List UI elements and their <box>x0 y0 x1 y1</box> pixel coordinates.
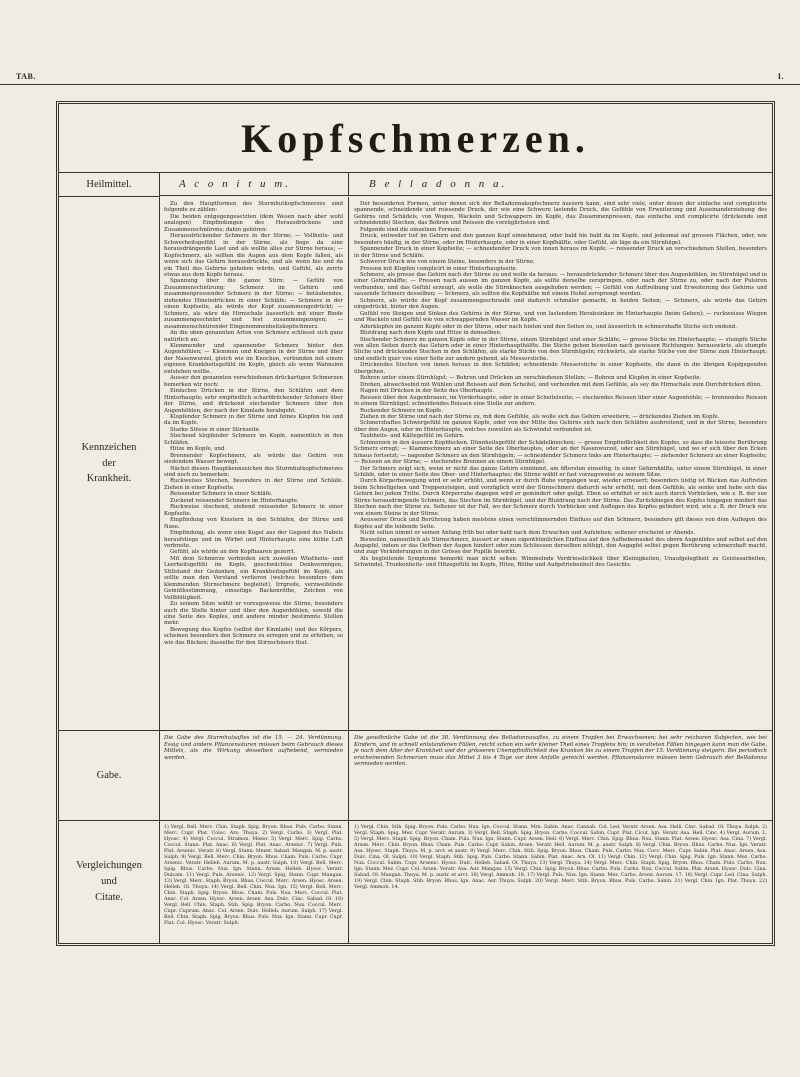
paragraph: Gefühl von Steigen und Sinken des Gehirns in der Stirne, und von lastendem Herabsinken im Hinterhaupte (beim Gehen); — ruckweises Wiegen und Wackeln und Gefühl wie von schwappernden Wasser im Kopfe. <box>354 310 767 324</box>
paragraph: Schmerzen in den äussern Kopfdecken. Dünnheitsgefühl der Schädelknochen; — grosse Empfindlichkeit des Kopfes, so dass die leiseste Berührung Schmerz erregt; — Klammschmerz an einer Seite des Oberhauptes, oder an der Nasenwurzel, oder am Stirnhügel, und wo er sich über den Ecken hinaus fortsetzt; — nagender Schmerz an den Stirnhügeln; — schneidender Schmerz links am Hinterhaupte; — ziehender Schmerz an einer Kopfseite; — Reissen an der Stirne; — stechendes Brennen an einem Stirnhügel. <box>354 439 767 466</box>
paragraph: Zu den Hauptformen des Sturmhutkopfschmerzes sind folgende zu zählen: <box>164 201 343 214</box>
column-header-remedy: Heilmittel. <box>59 172 160 197</box>
paragraph: Blutdrang nach dem Kopfe und Hitze in demselben. <box>360 330 502 337</box>
paragraph: Der Schmerz zeigt sich, wenn er nicht das ganze Gehirn einnimmt, am öftersten einseitig, in einer Gehirnhälfte, unter einem Stirnhügel, in einer Schläfe, oder in einer Seite des Ober- und Hinterhauptes; die Stirne wählt er fast vorzugsweise zu seinem Sitze. <box>354 465 767 479</box>
row-label-gabe: Gabe. <box>59 731 160 820</box>
paragraph: Empfindung von Knistern in den Schläfen, der Stirne und Nase. <box>164 517 343 530</box>
paragraph: Nächst diesen Hauptkennzeichen des Sturmhutkopfschmerzes sind noch zu bemerken: <box>164 465 343 479</box>
paragraph: Reissender Schmerz in einer Schläfe. <box>170 491 273 498</box>
aconitum-references: 1) Vergl. Bell. Merc. Chin. Staph. Spig. Bryon. Rhus. Puls. Carbo. Stann. Merc. Cupr. Plat. Coloc. Ars. Thuya. 2) Vergl. Carbo. 3) Vergl. Plat. Hyosc. 4) Vergl. Coccul. Stramon. Mezer. 5) Vergl. Merc. Spig. Carbo. Coccul. Stann. Plat. Anac. 6) Vergl. Plat. Anac. Arsenic. 7) Vergl. Puls. Plat. Arsenic. Veratr. 8) Vergl. Stann. Mezer. Sabad. Mangan. M. p. austr. Sulph. 9) Vergl. Bell. Merc. Chin. Bryon. Rhus. Cham. Puls. Carbo. Cupr. Arsenic. Veratr. Helleb. Aurum. M. p. austr. Sulph. 10) Vergl. Bell. Merc. Spig. Rhus. Carbo. Nux. Ign. Stann. Arsen. Helleb. Hyosc. Veratr. Dulcam. 11) Vergl. Puls. Arsenic. 12) Vergl. Spig. Stann. Cupr. Mangan. 13) Vergl. Merc. Staph. Bryon. Rhus. Coccul. Merc. Arsen. Hyosc. Arsen. Helleb. Ol. Thuya. 14) Vergl. Bell. Chin. Nux. Ign. 15) Vergl. Bell. Merc. Chin. Staph. Spig. Bryon. Rhus. Cham. Puls. Nux. Merc. Coccul. Plat. Anac. Col. Arsen. Hyosc. Arsen. Arsen. Asa. Dulc. Cinc. Sabad. Ol. 16) Vergl. Bell. Chin. Staph. Stib. Spig. Bryon. Carbo. Nux. Coccul. Merc. Cupr. Cuprum. Anac. Col. Arsen. Dulc. Helleb. Aurum. Sulph. 17) Vergl. Bell. Chin. Staph. Spig. Bryon. Rhus. Puls. Nux. Ign. Stann. Cupr. Cupr. Plat. Col. Hyosc. Veratr. Sulph. <box>159 821 349 943</box>
paragraph: Taubheits- und Kältegefühl im Gehirn. <box>360 433 465 440</box>
page-number: I. <box>777 72 784 81</box>
paragraph: Die beiden entgegengesetzten (dem Wesen nach aber wohl analogen) Empfindungen des Herausdrückens und Zusammenschnürens; dahin gehören: <box>164 213 343 233</box>
paragraph: Pressen mit Klopfen complicirt in einer Hinterhauptseite. <box>360 265 518 272</box>
tab-label: TAB. <box>16 72 36 81</box>
row-citate <box>59 821 772 943</box>
paragraph: Drückendes Stechen von innen heraus in den Schläfen; schneidende Messerstiche in einer Kopfseite, die dann in die übrigen Kopfgegenden übergehen. <box>354 362 767 375</box>
paragraph: Drehen, abwechselnd mit Wühlen und Reissen auf dem Scheitel, und verbunden mit dem Gefühle, als sey die Hirnschale zum Durchdrücken dünn. <box>360 381 763 388</box>
paragraph: Ziehen in der Stirne und nach der Stirne zu, mit dem Gefühle, als wolle sich das Gehirn erweitern; — drückendes Ziehen im Kopfe. <box>360 413 720 420</box>
paragraph: Nagen mit Drücken in der Seite des Oberhaupts. <box>360 388 495 395</box>
paragraph: Gefühl, als würde an den Kopfhaaren gezerrt. <box>170 549 296 556</box>
paragraph: Ruckender Schmerz im Kopfe. <box>360 407 444 414</box>
paragraph: Hitze im Kopfe, und <box>170 446 225 453</box>
paragraph: Folgende sind die einzelnen Formen: <box>360 226 461 233</box>
paragraph: Durch Körperbewegung wird er sehr erhöht, und wenn er durch Ruhe vergangen war, wieder erneuert; besonders üistig ist Bücken das Auftreten beim Schnellgehen und Treppensteigen, und vorzüglich wird der Stirnschmerz dadurch sehr erhöht, mit dem Gefühle, als senke und hebe sich das Gehirn bei jedem Tritte. Durch Körperruhe dagegen wird er gemindert oder geilgt. Eben so erhöhet er sich auch durch Vorbücken, wie z. B. der sue Stirne herausdringende Schmerz, das Stechen im Stirnhügel, und der Blutdrang nach der Stirne. Das Zurückbiegen des Kopfes hingegen mindert das Stechen nach der Stirne zu. Seltener ist der Fall, wo der Schmerz durch Vorbücken und Auflegen des Kopfes gelindert wird, wie z. B. der Druck wie von einem Steine in der Stirne. <box>354 478 767 517</box>
paragraph: Bohren unter einem Stirnhügel; — Bohren und Drücken an verschiedenen Stellen; — Bohren und Klopfen in einer Kopfseite. <box>360 375 702 382</box>
paragraph: Starke Stösse in einer Stirnseite. <box>170 426 261 433</box>
paragraph: Stechender Schmerz im ganzen Kopfe oder in der Stirne, einem Stirnhügel und einer Schläfe; — grosse Stiche im Hinterhaupte; — stumpfe Stiche von allen Seiten durch das Gehirn oder in einer Hinterhaupthälfte. Die Stiche gehen bisweilen nach gewissen Richtungen: herauswärts, als stumpfe Stiche und drückendes Stechen in den Schläfen, als starke Stiche von den Stirnhügeln; rückwärts, als starke Stiche von der Stirne zum Hinterhaupt; und endlich quer von einer Seite zur andern gehend, als Messerstiche. <box>354 336 767 362</box>
paragraph: Druck, entweder tief im Gehirn und den ganzen Kopf einnehmend, oder bald hie bald da im Kopfe, und jedesmal auf grossen Flächen, oder, wie besonders häufig, in der Stirne, oder im Hinterhaupte, oder in einer Kopfhälfte, oder Gefühl, als läge da ein Stirnhügel. <box>354 233 767 246</box>
paragraph: Brennender Kopfschmerz, als würde das Gehirn von siedendem Wasser bewegt. <box>164 452 343 466</box>
row-label-citate: Vergleichungen und Citate. <box>59 821 160 943</box>
paragraph: Nicht selten nimmt er seinen Anfang früh bei oder bald nach dem Erwachen und Aufstehen; seltener erscheint er Abends. <box>360 530 696 537</box>
row-gabe <box>59 731 772 821</box>
belladonna-dose: Die gewöhnliche Gabe ist die 30. Verdünnung des Belladonnasaftes, zu einem Tropfen bei Erwachsenen; bei sehr reizbaren Subjecten, wie bei Kindern, und in schnell entstandenen Fällen, reicht schon ein sehr kleiner Theil eines Tropfens hin; in veralteten Fällen hingegen kann man die Gabe, je nach dem Alter der Krankheit und der grösseren Unempfindlichkeit des Kranken bis zu einem Tropfen der 15. Verdünnung steigern. Bei periodisch erscheinenden Schmerzen muss das Mittel 3 bis 4 Tage vor dem Anfalle gereicht werden. Pflanzensäuren müssen beim Gebrauch der Belladonna vermieden werden. <box>354 735 767 768</box>
belladonna-symptoms <box>349 197 772 730</box>
paragraph: Aderklopfen im ganzen Kopfe oder in der Stirne, oder nach hinten und den Seiten zu, und äusserlich in schmerzhafte Stiche sich endend. <box>360 323 737 330</box>
paragraph: Aeusserer Druck und Berührung haben meistens einen verschlimmernden Einfluss auf den Schmerz, besonders gilt dieses von dem Auflegen des Kopfes auf die leidende Seite. <box>354 517 767 530</box>
paragraph: Bisweilen, namentlich als Stirnschmerz, äussert er einen eigenthümlichen Einfluss auf den Aufhebemuskel des obern Augenlides und selbst auf den Augapfel, indem er das Oeffnen der Augen hindert oder zum Schliessen derselben nöthigt, den Augapfel selbst gegen Berührung schmerzhaft macht, und zugr Veränderungen in der Grösse der Pupille bewirkt. <box>354 536 767 556</box>
column-header-aconitum: A c o n i t u m. <box>159 172 349 196</box>
aconitum-symptoms <box>159 197 349 730</box>
paragraph: Reissen über den Augenbrauen, im Vorderhaupte, oder in einer Scheitelseite; — stechendes Reissen über einer Augenhöhle; — brennendes Reissen in einem Stirnhügel; schneidendes Reissen eine Stelle zur andern. <box>354 394 767 408</box>
page-title: Kopfschmerzen. <box>59 104 772 173</box>
row-kennzeichen <box>59 197 772 731</box>
row-label-kennzeichen: Kennzeichen der Krankheit. <box>59 197 160 730</box>
table-frame <box>56 101 775 946</box>
paragraph: Klopfender Schmerz in der Stirne und feines Klopfen hie und da im Kopfe. <box>164 413 343 427</box>
paragraph: Einfaches Drücken in der Stirne, den Schläfen und dem Hinterhaupte; sehr empfindlich scharfdrückender Schmerz über der Stirne, und drückend stechender Schmerz über den Augenhöhlen, der nach der Kinnlade herabgeht. <box>164 388 343 414</box>
paragraph: Ruckweise stechend, ziehend reissender Schmerz in einer Kopfseite. <box>164 504 343 517</box>
paragraph: Ruckweises Stechen, besonders in der Stirne und Schläfe. Ziehen in einer Kopfseite. <box>164 478 343 491</box>
paragraph: Spannender Druck in einer Kopfseite; — schneidender Druck von innen heraus im Kopfe; — reissender Druck an verschiedenen Stellen, besonders in der Stirne und Schläfe. <box>354 246 767 259</box>
paragraph: Schwerer Druck wie von einem Steine, besonders in der Stirne. <box>360 259 535 266</box>
paragraph: Zu seinem Sitze wählt er vorzugsweise die Stirne, besonders auch die Stelle hinter und über den Augenhöhlen, sowohl die eine Seite des Kopfes, und andere minder bestimmte Stellen mehr. <box>164 601 343 627</box>
paragraph: Zuckend reissender Schmerz im Hinterhaupte. <box>170 497 299 504</box>
paragraph: Als begleitende Symptome bemerkt man nicht selten: Wimmelnde Verdriesslichkeit über Kleinigkeiten, Unaufgelegtheit zu Geistesarbeiten, Schwindel, Trunkenheits- und Hitzegefühl im Kopfe, Hitze, Röthe und Aufgetriebenheit des Gesichts. <box>354 555 767 569</box>
paragraph: Der besonderen Formen, unter denen sich der Belladonnakopfschmerz äussern kann, sind sehr viele, unter denen der einfache und complicirte spannende, schneidende und reissende Druck, der wie eine Schwere lastende Druck, die Gefühle von Erweiterung und Auseinanderziehung des Gehirns und Schädels, von Wogen, Wackeln und Schwappern im Kopfe, das Zusammenpressen, das einfache und complicirte (drückende und schneidende) Stechen, das Bohren und Reissen die vorzüglichsten sind. <box>354 201 767 227</box>
paragraph: Bewegung des Kopfes (selbst der Kinnlade) und des Körpers, scheinen besonders den Schmerz zu erregen und zu erhöhen, so wie das Bücken; dasselbe für den Stirnschmerz thut. <box>164 626 343 646</box>
paragraph: Ausser den genannten verschiedenen drückartigen Schmerzen bemerken wir noch: <box>164 375 343 388</box>
paragraph: Mit dem Schmerze verbinden sich zuweilen Wüstheits- und Leerheitsgefühl im Kopfe, geschwächtes Denkvermögen, Stillstand der Gedanken, ein Krankheitsgefühl im Kopfe, als sollte man den Verstand verlieren (welches besonders dem klemmenden Stirnschmerz begleitet), Irrgrede, verzweifelnde Gemüthsstimmung, einseitige Backenröthe, Zeichen von Vollblütigkeit. <box>164 555 343 601</box>
belladonna-references: 1) Vergl. Chin. Stib. Spig. Bryon. Puls. Carbo. Nux. Ign. Coccul. Stann. Mrn. Sabin. Anac. Cannab. Col. Led. Veratr. Arsen. Asa. Helli. Cinc. Sabad. Ol. Thuya. Sulph. 2) Vergl. Staph. Spig. Mez. Cupr. Veratr. Aurum. 3) Vergl. Bell. Staph. Spig. Bryon. Carbo. Coccul. Sabin. Cupr. Plat. Cicut. Ign. Veratr. Asa. Hell. Cinc. 4) Vergl. Aurum. L. 5) Vergl. Merc. Staph. Spig. Bryon. Cham. Puls. Nux. Ign. Stann. Cupr. Arsen. Hell. 6) Vergl. Merc. Chin. Spig. Rhus. Nux. Stann. Plat. Arsen. Hyosc. Asa. Cina. 7) Vergl. Arsen. Merc. Chin. Bryon. Rhus. Cham. Puls. Carbo. Cupr. Sabin. Arsen. Veratr. Hell. Aurum. M. p. austr. Sulph. 8) Vergl. Chin. Bryon. Rhus. Carbo. Nux. Ign. Veratr. Asa. Hyosc. Staph. Thuya. M. p. arct. et austr. 9) Vergl. Merc. Chin. Stib. Spig. Bryon. Rhus. Cham. Puls. Carbo. Nux. Cocc. Merc. Cupr. Sabin. Plat. Anac. Arsen. Asa. Dulc. Cina. Ol. Sulph. 10) Vergl. Staph. Stib. Spig. Puls. Carbo. Stann. Sabin. Plat. Anac. Arn. Ol. 11) Vergl. Chin. 12) Vergl. Chin. Spig. Puls. Ign. Stann. Mez. Carbo. Nux. Coccul. Sabin. Cupr. Arsenic. Hyosc. Dulc. Helleb. Sabad. Ol. Thuya. 13) Vergl. Thuya. 14) Vergl. Merc. Chin. Staph. Spig. Bryon. Rhus. Cham. Puls. Carbo. Nux. Ign. Stann. Mez. Cupr. Col. Arsen. Veratr. Asa. Aur. Mangan. 15) Vergl. Chin. Spig. Bryon. Rhus. Carbo. Puls. Carbo. Nux. Coccul. Sabin. Plat. Arsen. Hyosc. Dulc. Cina. Sabad. Ol. Mangan. Thuya. M. p. austr. et arct. 16) Vergl. Ammoh. 18. 17) Vergl. Puls. Nux. Ign. Stann. Mez. Carbo. Arsen. Aurum. 17. 18) Vergl. Cupr. Led. Cina. Sulph. 19) Vergl. Chin. Staph. Stib. Bryon. Rhus. Ign. Anac. Asr. Thuya. Sulph. 20) Vergl. Merc. Stib. Bryon. Rhus. Puls. Carbo. Sabin. 21) Vergl. Chin. Ign. Plat. Thuya. 22) Vergl. Ammoh. 14. <box>354 825 767 890</box>
paragraph: Herausdrückender Schmerz in der Stirne; — Vollheits- und Schwerheitsgefühl in der Stirne, als fiege da eine herausdrängende Last und als wollte alles zur Stirne heraus; — Kopfschmerz, als sollten die Augen aus dem Kopfe fallen, als wenn sich das Gehirn herausdrückte, und als wenn hie und da ein Theil des Gehirns gehoben würde, und Gefühl, als zerrte etwas aus dem Kopfe heraus. <box>164 233 343 278</box>
paragraph: An die oben genannten Arten von Schmerz schliesst sich ganz natürlich an: <box>164 330 343 343</box>
paragraph: Empfindung, als wenn eine Kugel aus der Gegend des Nabels heraufstiege und im Wirbel und Hinterhaupte eine kühle Luft verbreite. <box>164 530 343 550</box>
paragraph: Schmerz, als würde der Kopf zusammengeschraubt und dadurch schmäler gemacht, in beiden Seiten; — Schmerz, als würde das Gehirn eingedrückt, hinter den Augen. <box>354 297 767 311</box>
paragraph: Spannung über die ganze Stirn; — Gefühl von Zusammenschnürung; Schmerz im Gehirn und zusammenpressender Schmerz in der Stirne; — betäubendes, ziehendes Hineindrücken in einer Schläfe; — Schmerz in der einen Kopfseite, als würde der Kopf zusammengedrückt; — Schmerz, als wäre die Hirnschale äusserlich mit einer Binde zusammengeschnürt und fest zusammengezogen; — zusammenschnürender Eingenommenheitskopfschmerz. <box>164 278 343 330</box>
aconitum-dose: Die Gabe des Sturmhutsaftes ist die 15. — 24. Verdünnung. Essig und andere Pflanzensäuren müssen beim Gebrauch dieses Mittels, als die Wirkung desselben aufhebend, vermieden werden. <box>159 731 349 820</box>
header-rule <box>0 84 800 85</box>
paragraph: Schmerzhaftes Schwergefühl im ganzen Kopfe, oder von der Mitte des Gehirns sich nach den Schläfen ausbreitend, und in der Stirne, besonders über den Augen, oder im Hinterhaupte, welches zuweilen als Schwindel verbunden ist. <box>354 420 767 433</box>
column-header-belladonna: B e l l a d o n n a. <box>349 172 772 196</box>
paragraph: Schmerz, als presse das Gehirn nach der Stirne zu und wolle da heraus; — herausdrückender Schmerz über den Augenhöhlen, im Stirnhügel und in einer Gehirnhälfte; — Pressen nach aussen im ganzen Kopfe, als sollte derselbe zerspringen, oder nach der Stirne zu, oder nach der Pulsiren verbunden, und das Gefühl erzeugt, als wolle die Stirnknochen ausgehoben werden; — Gefühl von Auftreibung und Erweiterung des Gehirns und sausende Schmerz desselben; — Schmerz, als sollten die Kopfnäthe mit einem Hebel zersprengt werden. <box>354 271 767 298</box>
paragraph: Klemmender und spannender Schmerz hinter den Augenhöhlen; — Klemmen und Kneipen in der Stirne und über der Nasenwurzel, gleich wie im Knochen, verbunden mit einem eigenen Krankheitsgefühl im Kopfe, gleich als wenn Wahnsinn entstehen wollte. <box>164 342 343 375</box>
paragraph: Stechend klopfender Schmerz im Kopfe, namentlich in den Schläfen. <box>164 433 343 446</box>
